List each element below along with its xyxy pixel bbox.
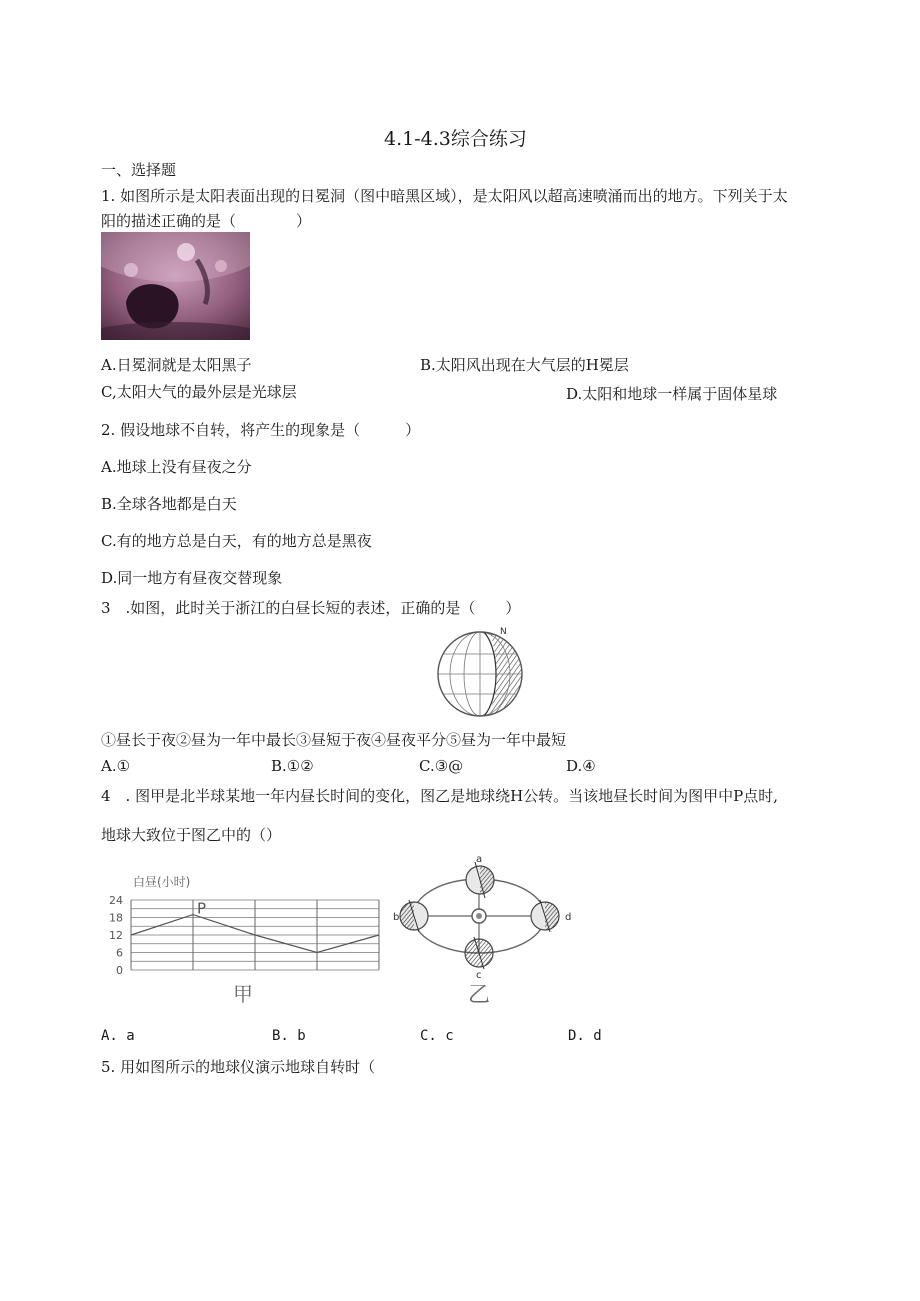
earth-position-a <box>466 862 494 898</box>
q2-option-b: B.全球各地都是白天 <box>101 495 237 513</box>
q4-option-a: A. a <box>101 1028 135 1044</box>
y-tick-label: 24 <box>109 894 123 907</box>
orbit-label-a: a <box>476 854 483 865</box>
sun-coronal-hole-image <box>101 232 250 340</box>
y-tick-label: 18 <box>109 911 123 925</box>
chart-yi-orbit-diagram <box>392 852 582 1010</box>
earth-position-b <box>400 900 428 932</box>
earth-position-d <box>531 900 559 932</box>
q5-stem: 5. 用如图所示的地球仪演示地球自转时（ <box>101 1058 376 1076</box>
q2-option-d: D.同一地方有昼夜交替现象 <box>101 569 283 587</box>
chart-jia-point-label: P <box>197 899 207 918</box>
q4-option-c: C. c <box>420 1028 454 1044</box>
q2-stem: 2. 假设地球不自转，将产生的现象是（ ） <box>101 421 421 439</box>
q1-option-d: D.太阳和地球一样属于固体星球 <box>566 385 778 403</box>
q4-option-b: B. b <box>272 1028 306 1044</box>
page-title: 4.1-4.3综合练习 <box>384 128 527 150</box>
q1-option-c: C,太阳大气的最外层是光球层 <box>101 383 297 401</box>
chart-jia-ylabel: 白昼(小时) <box>133 875 191 889</box>
q4-stem-line2: 地球大致位于图乙中的（） <box>101 826 282 844</box>
q1-stem-line1: 1. 如图所示是太阳表面出现的日冕洞（图中暗黑区域），是太阳风以超高速喷涌而出的地方。下列关于太 <box>101 187 788 205</box>
q4-stem-line1: 4 . 图甲是北半球某地一年内昼长时间的变化，图乙是地球绕H公转。当该地昼长时间为图甲中P点时, <box>101 787 779 805</box>
y-tick-label: 6 <box>116 946 123 960</box>
q3-statements: ①昼长于夜②昼为一年中最长③昼短于夜④昼夜平分⑤昼为一年中最短 <box>101 731 567 749</box>
orbit-label-d: d <box>565 912 572 923</box>
q3-option-b: B.①② <box>271 757 314 775</box>
earth-position-c <box>465 937 493 969</box>
q3-option-d: D.④ <box>566 757 596 775</box>
orbit-label-b: b <box>393 912 400 923</box>
section-heading: 一、选择题 <box>101 161 177 179</box>
q1-option-b: B.太阳风出现在大气层的H冕层 <box>420 356 629 374</box>
q1-option-a: A.日冕洞就是太阳黑子 <box>101 356 252 374</box>
q3-globe-diagram <box>432 622 532 720</box>
q2-option-a: A.地球上没有昼夜之分 <box>101 458 252 476</box>
globe-north-label: N <box>500 627 507 637</box>
q3-stem: 3 .如图，此时关于浙江的白昼长短的表述，正确的是（ ） <box>101 599 521 617</box>
y-tick-label: 0 <box>116 964 123 977</box>
y-tick-label: 12 <box>109 929 123 942</box>
q2-option-c: C.有的地方总是白天，有的地方总是黑夜 <box>101 532 372 550</box>
chart-jia <box>101 868 391 1010</box>
chart-yi-caption: 乙 <box>468 983 491 1008</box>
q1-stem-line2: 阳的描述正确的是（ ） <box>101 212 312 230</box>
q3-option-c: C.③@ <box>419 757 464 775</box>
q4-option-d: D. d <box>568 1028 602 1044</box>
orbit-label-c: c <box>476 970 482 981</box>
chart-jia-caption: 甲 <box>233 982 253 1006</box>
q3-option-a: A.① <box>101 757 131 775</box>
